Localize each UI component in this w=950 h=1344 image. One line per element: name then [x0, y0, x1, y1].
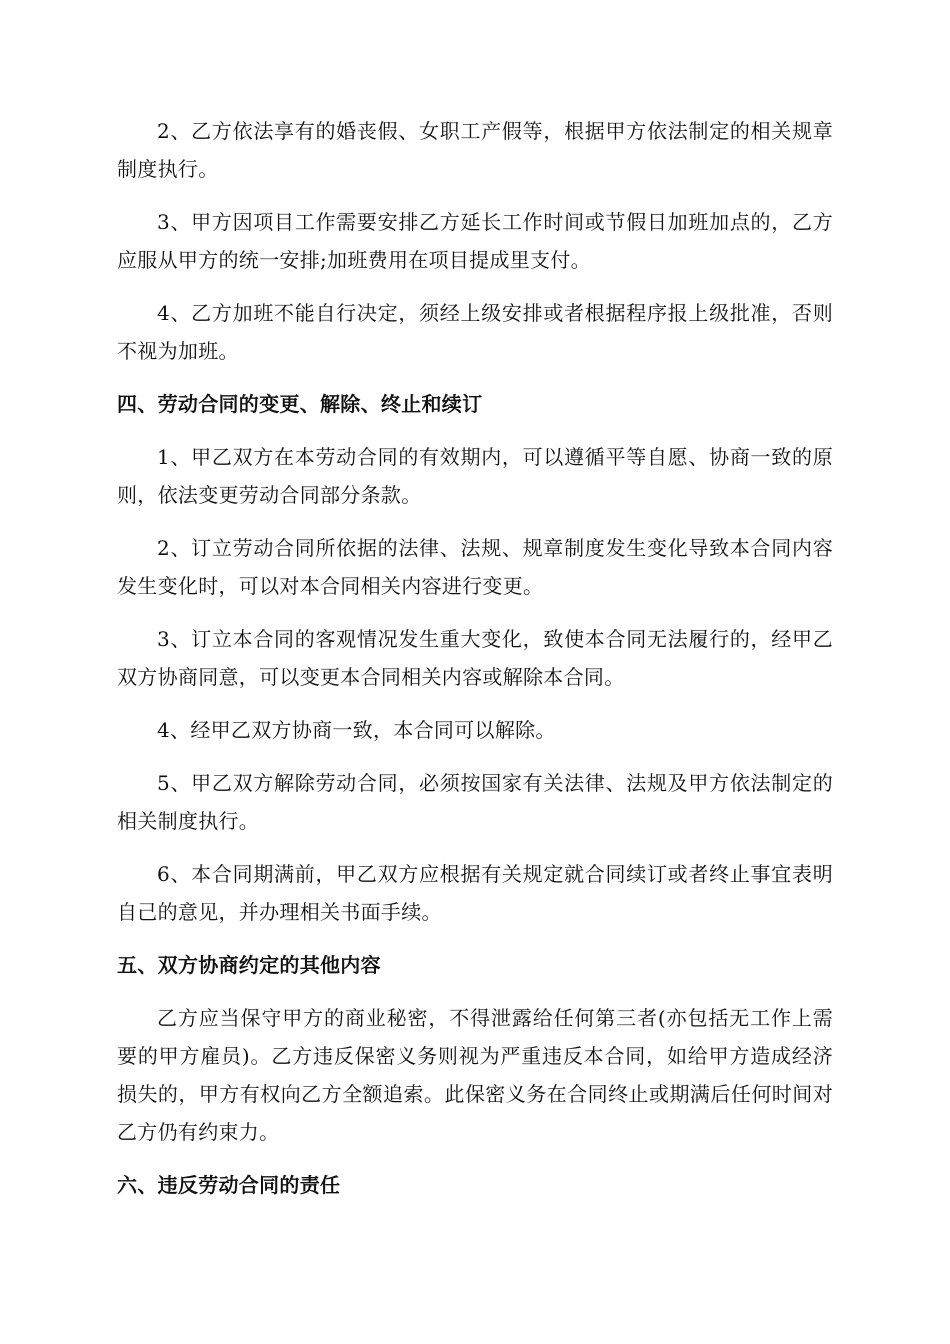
clause-renewal-paragraph: 6、本合同期满前，甲乙双方应根据有关规定就合同续订或者终止事宜表明自己的意见，并办理相关书面手续。 [117, 862, 833, 924]
clause-change-paragraph: 1、甲乙双方在本劳动合同的有效期内，可以遵循平等自愿、协商一致的原则，依法变更劳动合同部分条款。 [117, 445, 833, 507]
section-heading-5: 五、双方协商约定的其他内容 [117, 953, 381, 977]
clause-mutual-termination-paragraph: 4、经甲乙双方协商一致，本合同可以解除。 [157, 718, 556, 742]
clause-law-change-paragraph: 2、订立劳动合同所依据的法律、法规、规章制度发生变化导致本合同内容发生变化时，可以对本合同相关内容进行变更。 [117, 536, 833, 598]
clause-overtime-approval-paragraph: 4、乙方加班不能自行决定，须经上级安排或者根据程序报上级批准，否则不视为加班。 [117, 301, 833, 363]
clause-confidentiality-paragraph: 乙方应当保守甲方的商业秘密，不得泄露给任何第三者(亦包括无工作上需要的甲方雇员)。乙方违反保密义务则视为严重违反本合同，如给甲方造成经济损失的，甲方有权向乙方全额追索。此保密义务在合同终止或期满后任何时间对乙方仍有约束力。 [117, 1006, 833, 1144]
section-heading-6: 六、违反劳动合同的责任 [117, 1173, 341, 1197]
clause-termination-procedure-paragraph: 5、甲乙双方解除劳动合同，必须按国家有关法律、法规及甲方依法制定的相关制度执行。 [117, 771, 833, 833]
clause-leave-paragraph: 2、乙方依法享有的婚丧假、女职工产假等，根据甲方依法制定的相关规章制度执行。 [117, 119, 833, 181]
section-heading-4: 四、劳动合同的变更、解除、终止和续订 [117, 392, 483, 416]
clause-circumstance-change-paragraph: 3、订立本合同的客观情况发生重大变化，致使本合同无法履行的，经甲乙双方协商同意，可以变更本合同相关内容或解除本合同。 [117, 627, 833, 689]
clause-overtime-arrangement-paragraph: 3、甲方因项目工作需要安排乙方延长工作时间或节假日加班加点的，乙方应服从甲方的统一安排;加班费用在项目提成里支付。 [117, 210, 833, 272]
document-body [117, 112, 833, 1219]
